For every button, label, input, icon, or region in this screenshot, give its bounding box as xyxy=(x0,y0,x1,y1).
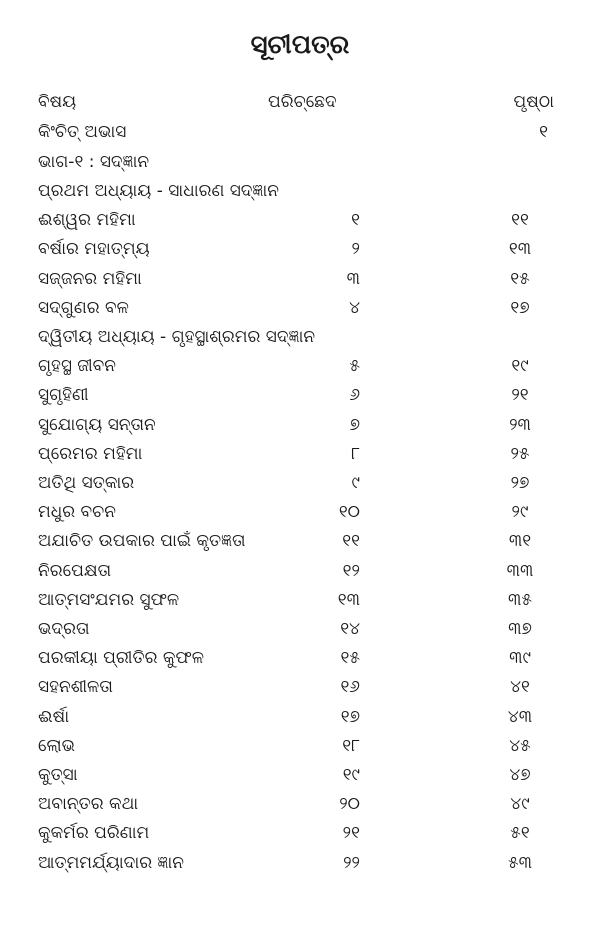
entry-page: ୧୧ xyxy=(511,210,529,231)
toc-row xyxy=(0,619,600,647)
entry-page: ୩୩ xyxy=(506,560,534,581)
toc-row xyxy=(0,444,600,472)
entry-chapter: ୨୨ xyxy=(343,852,360,873)
entry-title: କୁତ୍ସା xyxy=(38,765,78,785)
entry-title: ଭଦ୍ରତା xyxy=(38,619,90,639)
toc-row xyxy=(0,590,600,618)
entry-page: ୨୭ xyxy=(510,473,530,493)
entry-title: ସୁଗୃହିଣୀ xyxy=(38,385,89,406)
toc-row xyxy=(0,765,600,793)
toc-row xyxy=(0,210,600,238)
entry-chapter: ୧୮ xyxy=(342,735,360,756)
entry-title: ବର୍ଷାର ମହାତ୍ମ୍ୟ xyxy=(38,239,150,260)
entry-title: ଅଯାଚିତ ଉପକାର ପାଇଁ କୃତଜ୍ଞତା xyxy=(38,531,246,552)
entry-title: ଅତିଥି ସତ୍କାର xyxy=(38,473,135,493)
entry-title: ନିରପେକ୍ଷତା xyxy=(38,560,112,581)
entry-page: ୪୫ xyxy=(509,735,531,756)
entry-title: କୁକର୍ମର ପରିଣାମ xyxy=(38,823,150,844)
entry-page: ୧୭ xyxy=(510,297,530,318)
header-subject: ବିଷୟ xyxy=(38,92,77,112)
entry-chapter: ୧୩ xyxy=(337,589,360,610)
entry-page: ୪୩ xyxy=(507,706,533,727)
preface-row xyxy=(0,122,600,150)
entry-chapter: ୬ xyxy=(349,385,360,406)
entry-page: ୪୭ xyxy=(509,765,531,785)
section-heading: ପ୍ରଥମ ଅଧ୍ୟାୟ - ସାଧାରଣ ସଦ୍‌ଜ୍ଞାନ xyxy=(38,181,279,201)
entry-title: ସଜ୍ଜନର ମହିମା xyxy=(38,268,142,289)
entry-page: ୧୫ xyxy=(510,268,530,289)
entry-chapter: ୨ xyxy=(351,239,360,260)
entry-page: ୪୯ xyxy=(510,794,530,815)
entry-page: ୩୧ xyxy=(508,531,532,552)
entry-chapter: ୧୦ xyxy=(338,502,360,523)
toc-row xyxy=(0,356,600,384)
entry-page: ୧୯ xyxy=(511,356,529,377)
entry-title: ଈଶ୍ୱର ମହିମା xyxy=(38,210,136,231)
entry-title: ଈର୍ଷା xyxy=(38,706,70,727)
entry-title: ଆତ୍ମସଂଯମର ସୁଫଳ xyxy=(38,589,180,610)
entry-chapter: ୯ xyxy=(351,473,360,493)
entry-page: ୫୧ xyxy=(510,823,530,844)
entry-chapter: ୪ xyxy=(349,297,360,318)
toc-row xyxy=(0,502,600,530)
header-chapter: ପରିଚ୍ଛେଦ xyxy=(268,92,337,112)
entry-chapter: ୨୧ xyxy=(342,823,360,844)
entry-chapter: ୧୧ xyxy=(342,531,360,552)
entry-chapter: ୩ xyxy=(346,268,360,289)
entry-page: ୩୭ xyxy=(508,619,532,639)
entry-title: ସହନଶୀଳତା xyxy=(38,677,113,698)
part-heading: ଭାଗ-୧ : ସଦ୍‌ଜ୍ଞାନ xyxy=(38,152,150,172)
preface-page: ୧ xyxy=(539,122,548,142)
toc-row xyxy=(0,269,600,297)
toc-row xyxy=(0,853,600,881)
toc-row xyxy=(0,561,600,589)
entry-page: ୨୯ xyxy=(511,502,529,523)
entry-title: ମଧୁର ବଚନ xyxy=(38,502,116,523)
page-title: ସୂଚୀପତ୍ର xyxy=(250,30,350,60)
entry-page: ୫୩ xyxy=(508,852,532,873)
entry-chapter: ୨୦ xyxy=(339,794,360,815)
column-header-row xyxy=(0,92,600,120)
entry-page: ୨୧ xyxy=(511,385,529,406)
entry-chapter: ୧ xyxy=(351,210,360,231)
toc-row xyxy=(0,415,600,443)
entry-title: ଗୃହସ୍ଥ ଜୀବନ xyxy=(38,356,116,377)
entry-page: ୪୧ xyxy=(510,677,530,698)
entry-chapter: ୧୪ xyxy=(340,619,360,639)
entry-chapter: ୭ xyxy=(349,414,360,435)
toc-row xyxy=(0,707,600,735)
toc-row xyxy=(0,531,600,559)
toc-row xyxy=(0,794,600,822)
toc-row xyxy=(0,648,600,676)
toc-row xyxy=(0,239,600,267)
toc-row xyxy=(0,736,600,764)
entry-chapter: ୧୨ xyxy=(342,560,360,581)
entry-title: ଲୋଭ xyxy=(38,735,75,756)
entry-page: ୨୫ xyxy=(510,443,530,464)
entry-chapter: ୧୫ xyxy=(340,648,360,669)
section-heading: ଦ୍ୱିତୀୟ ଅଧ୍ୟାୟ - ଗୃହସ୍ଥାଶ୍ରମର ସଦ୍‌ଜ୍ଞାନ xyxy=(38,327,316,347)
entry-title: ପରକୀୟା ପ୍ରୀତିର କୁଫଳ xyxy=(38,648,205,669)
toc-row xyxy=(0,298,600,326)
entry-page: ୩୫ xyxy=(508,589,532,610)
entry-chapter: ୧୯ xyxy=(342,765,360,785)
entry-chapter: ୧୬ xyxy=(340,677,360,698)
entry-page: ୨୩ xyxy=(509,414,531,435)
entry-title: ଆତ୍ମମର୍ଯ୍ୟାଦାର ଜ୍ଞାନ xyxy=(38,852,184,873)
toc-row xyxy=(0,677,600,705)
entry-title: ଅବାନ୍ତର କଥା xyxy=(38,794,139,815)
entry-page: ୩୯ xyxy=(509,648,531,669)
toc-row xyxy=(0,385,600,413)
entry-title: ପ୍ରେମର ମହିମା xyxy=(38,443,143,464)
entry-chapter: ୧୭ xyxy=(340,706,360,727)
toc-row xyxy=(0,823,600,851)
entry-chapter: ୫ xyxy=(349,356,360,377)
preface-title: କିଂଚିତ୍ ଅଭାସ xyxy=(38,122,127,142)
entry-chapter: ୮ xyxy=(351,443,360,464)
header-page: ପୃଷ୍ଠା xyxy=(513,92,554,112)
toc-row xyxy=(0,473,600,501)
entry-title: ସୁଯୋଗ୍ୟ ସନ୍ତାନ xyxy=(38,414,156,435)
entry-title: ସଦ୍‌ଗୁଣର ବଳ xyxy=(38,297,129,318)
entry-page: ୧୩ xyxy=(508,239,532,260)
